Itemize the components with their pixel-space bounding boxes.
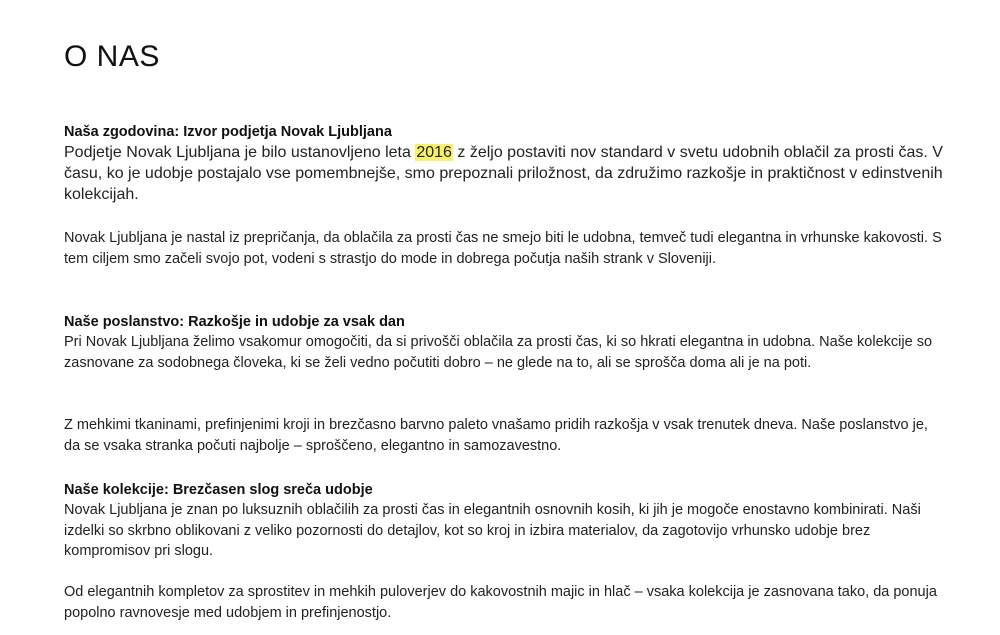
section-mission [64, 312, 944, 373]
section-paragraph: Novak Ljubljana je nastal iz prepričanja, da oblačila za prosti čas ne smejo biti le udobna, temveč tudi elegantna in vrhunske kakovosti. S tem ciljem smo začeli svojo pot, vodeni s strastjo do mode in dobrega počutja naših strank v Sloveniji. [64, 230, 942, 267]
section-lead: Novak Ljubljana je znan po luksuznih oblačilih za prosti čas in elegantnih osnovnih kosih, ki jih je mogoče enostavno kombinirati. Naši izdelki so skrbno oblikovani z veliko pozornosti do detajlov, kot so kroj in izbira materialov, da zagotovijo vrhunsko udobje brez kompromisov pri slogu. [64, 502, 921, 559]
section-collections [64, 480, 944, 562]
lead-text-after: z željo postaviti nov standard v svetu udobnih oblačil za prosti čas. V času, ko je udobje postajalo vse pomembnejše, smo prepoznali priložnost, da združimo razkošje in praktičnost v edinstvenih kolekcijah. [64, 144, 943, 203]
page-title: O NAS [64, 40, 160, 73]
section-collections-paragraph [64, 582, 944, 623]
highlighted-year: 2016 [416, 144, 452, 161]
section-paragraph: Od elegantnih kompletov za sprostitev in mehkih puloverjev do kakovostnih majic in hlač – vsaka kolekcija je zasnovana tako, da ponuja popolno ravnovesje med udobjem in prefinjenostjo. [64, 584, 937, 621]
lead-text-before: Podjetje Novak Ljubljana je bilo ustanovljeno leta [64, 144, 416, 161]
section-history-paragraph [64, 228, 944, 269]
section-heading: Naše poslanstvo: Razkošje in udobje za vsak dan [64, 314, 405, 330]
section-heading: Naše kolekcije: Brezčasen slog sreča udobje [64, 482, 373, 498]
section-lead: Pri Novak Ljubljana želimo vsakomur omogočiti, da si privošči oblačila za prosti čas, ki so hkrati elegantna in udobna. Naše kolekcije so zasnovane za sodobnega človeka, ki se želi vedno počutiti dobro – ne glede na to, ali se sprošča doma ali je na poti. [64, 334, 933, 371]
section-lead [64, 142, 944, 205]
section-mission-paragraph [64, 415, 944, 456]
section-paragraph: Z mehkimi tkaninami, prefinjenimi kroji in brezčasno barvno paleto vnašamo pridih razkošja v vsak trenutek dneva. Naše poslanstvo je, da se vsaka stranka počuti najbolje – sproščeno, elegantno in samozavestno. [64, 417, 928, 454]
section-heading: Naša zgodovina: Izvor podjetja Novak Ljubljana [64, 124, 392, 140]
section-history [64, 122, 944, 205]
